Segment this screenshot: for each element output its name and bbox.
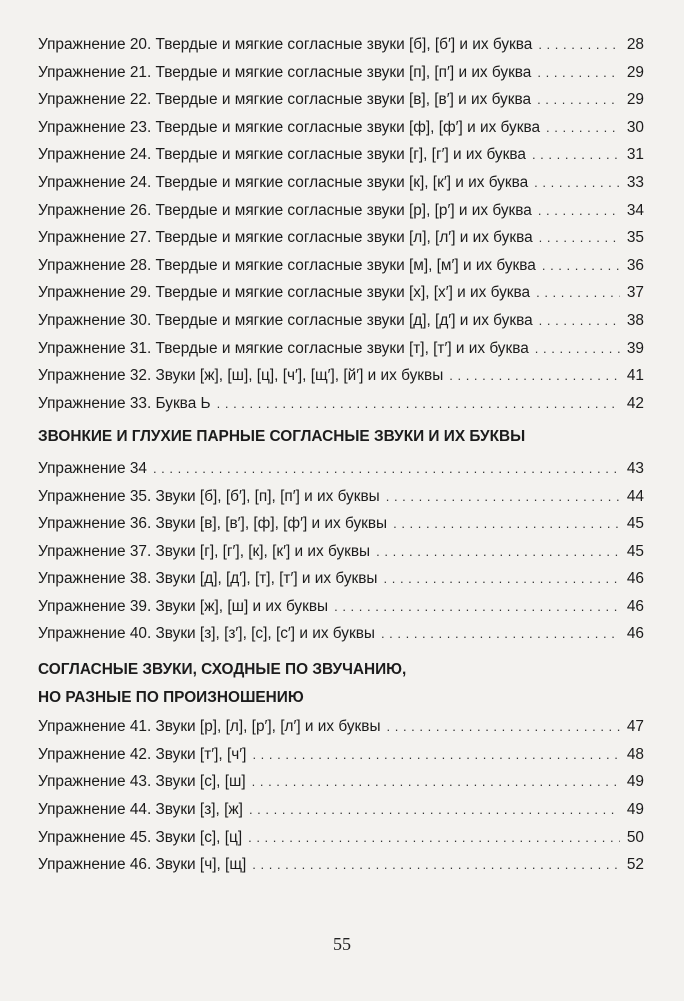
toc-entry-page: 47 bbox=[626, 718, 644, 736]
toc-entry-title: Упражнение 22. Твердые и мягкие согласные звуки [в], [в′] и их буква bbox=[38, 91, 532, 109]
section-heading-line-2: НО РАЗНЫЕ ПО ПРОИЗНОШЕНИЮ bbox=[38, 688, 304, 706]
toc-entry bbox=[38, 824, 644, 852]
toc-entry-page: 49 bbox=[626, 773, 644, 791]
toc-entry-title: Упражнение 38. Звуки [д], [д′], [т], [т′] и их буквы bbox=[38, 570, 378, 588]
section-heading-line-1: СОГЛАСНЫЕ ЗВУКИ, СХОДНЫЕ ПО ЗВУЧАНИЮ, bbox=[38, 661, 407, 679]
dot-leader bbox=[539, 224, 620, 252]
dot-leader bbox=[535, 335, 620, 363]
toc-entry bbox=[38, 741, 644, 769]
toc-entry-page: 36 bbox=[626, 256, 644, 274]
toc-entry-title: Упражнение 45. Звуки [с], [ц] bbox=[38, 828, 243, 846]
toc-entry-title: Упражнение 40. Звуки [з], [з′], [с], [с′] и их буквы bbox=[38, 625, 375, 643]
dot-leader bbox=[248, 824, 620, 852]
dot-leader bbox=[534, 169, 620, 197]
dot-leader bbox=[387, 713, 620, 741]
toc-entry-title: Упражнение 34 bbox=[38, 459, 147, 477]
toc-entry-page: 49 bbox=[626, 801, 644, 819]
toc-entry bbox=[38, 197, 644, 225]
toc-entry bbox=[38, 86, 644, 114]
dot-leader bbox=[546, 114, 620, 142]
dot-leader bbox=[217, 390, 620, 418]
toc-entry-title: Упражнение 37. Звуки [г], [г′], [к], [к′] и их буквы bbox=[38, 542, 371, 560]
toc-entry-title: Упражнение 31. Твердые и мягкие согласные звуки [т], [т′] и их буква bbox=[38, 339, 529, 357]
dot-leader bbox=[542, 252, 620, 280]
dot-leader bbox=[252, 851, 620, 879]
toc-entry-title: Упражнение 20. Твердые и мягкие согласные звуки [б], [б′] и их буква bbox=[38, 36, 533, 53]
toc-entry bbox=[38, 307, 644, 335]
dot-leader bbox=[252, 741, 620, 769]
toc-entry-page: 38 bbox=[626, 311, 644, 329]
table-of-contents bbox=[38, 31, 644, 879]
toc-entry-title: Упражнение 35. Звуки [б], [б′], [п], [п′] и их буквы bbox=[38, 487, 380, 505]
dot-leader bbox=[539, 307, 620, 335]
toc-entry-title: Упражнение 24. Твердые и мягкие согласные звуки [к], [к′] и их буква bbox=[38, 173, 529, 191]
toc-entry-title: Упражнение 36. Звуки [в], [в′], [ф], [ф′] и их буквы bbox=[38, 515, 388, 533]
toc-entry-page: 29 bbox=[626, 63, 644, 81]
toc-entry-title: Упражнение 42. Звуки [т′], [ч′] bbox=[38, 745, 247, 763]
dot-leader bbox=[384, 565, 621, 593]
toc-entry bbox=[38, 713, 644, 741]
toc-entry-page: 35 bbox=[626, 229, 644, 247]
toc-entry-title: Упражнение 28. Твердые и мягкие согласные звуки [м], [м′] и их буква bbox=[38, 256, 536, 274]
toc-entry-title: Упражнение 30. Твердые и мягкие согласные звуки [д], [д′] и их буква bbox=[38, 311, 533, 329]
toc-entry-page: 46 bbox=[626, 625, 644, 643]
dot-leader bbox=[538, 197, 620, 225]
toc-entry bbox=[38, 768, 644, 796]
dot-leader bbox=[249, 796, 620, 824]
toc-entry-page: 30 bbox=[626, 118, 644, 136]
toc-entry-page: 37 bbox=[626, 284, 644, 302]
page-number: 55 bbox=[333, 934, 351, 954]
dot-leader bbox=[449, 362, 620, 390]
toc-entry-page: 42 bbox=[626, 394, 644, 412]
toc-entry-title: Упражнение 21. Твердые и мягкие согласные звуки [п], [п′] и их буква bbox=[38, 63, 532, 81]
toc-entry-page: 44 bbox=[626, 487, 644, 505]
dot-leader bbox=[393, 510, 620, 538]
toc-entry-title: Упражнение 24. Твердые и мягкие согласные звуки [г], [г′] и их буква bbox=[38, 146, 526, 164]
toc-entry bbox=[38, 252, 644, 280]
toc-entry-page: 39 bbox=[626, 339, 644, 357]
toc-entry-page: 48 bbox=[626, 745, 644, 763]
toc-entry bbox=[38, 335, 644, 363]
dot-leader bbox=[153, 455, 620, 483]
dot-leader bbox=[537, 86, 620, 114]
toc-entry-title: Упражнение 27. Твердые и мягкие согласные звуки [л], [л′] и их буква bbox=[38, 229, 533, 247]
toc-entry bbox=[38, 455, 644, 483]
toc-entry-title: Упражнение 29. Твердые и мягкие согласные звуки [х], [х′] и их буква bbox=[38, 284, 531, 302]
section-heading-similar-sounds bbox=[38, 656, 644, 711]
toc-entry bbox=[38, 59, 644, 87]
toc-entry-page: 28 bbox=[626, 36, 644, 53]
toc-entry bbox=[38, 141, 644, 169]
dot-leader bbox=[536, 279, 620, 307]
toc-entry bbox=[38, 224, 644, 252]
toc-entry-title: Упражнение 39. Звуки [ж], [ш] и их буквы bbox=[38, 597, 329, 615]
toc-entry bbox=[38, 279, 644, 307]
toc-entry bbox=[38, 510, 644, 538]
toc-entry-page: 52 bbox=[626, 856, 644, 874]
toc-entry-title: Упражнение 26. Твердые и мягкие согласные звуки [р], [р′] и их буква bbox=[38, 201, 532, 219]
toc-entry-title: Упражнение 32. Звуки [ж], [ш], [ц], [ч′], [щ′], [й′] и их буквы bbox=[38, 367, 444, 385]
toc-group-paired bbox=[38, 455, 644, 648]
toc-entry bbox=[38, 620, 644, 648]
dot-leader bbox=[381, 620, 620, 648]
toc-entry-title: Упражнение 23. Твердые и мягкие согласные звуки [ф], [ф′] и их буква bbox=[38, 118, 541, 136]
toc-group-similar bbox=[38, 713, 644, 879]
toc-entry-page: 50 bbox=[626, 828, 644, 846]
toc-entry-page: 29 bbox=[626, 91, 644, 109]
toc-entry bbox=[38, 851, 644, 879]
toc-entry-page: 41 bbox=[626, 367, 644, 385]
section-heading-voiced-voiceless: ЗВОНКИЕ И ГЛУХИЕ ПАРНЫЕ СОГЛАСНЫЕ ЗВУКИ И ИХ БУКВЫ bbox=[38, 428, 526, 446]
toc-entry bbox=[38, 483, 644, 511]
toc-entry bbox=[38, 796, 644, 824]
toc-entry-page: 43 bbox=[626, 459, 644, 477]
toc-entry bbox=[38, 565, 644, 593]
toc-entry-title: Упражнение 43. Звуки [с], [ш] bbox=[38, 773, 246, 791]
dot-leader bbox=[532, 141, 620, 169]
toc-entry-page: 34 bbox=[626, 201, 644, 219]
dot-leader bbox=[376, 538, 620, 566]
toc-entry-title: Упражнение 46. Звуки [ч], [щ] bbox=[38, 856, 247, 874]
toc-entry-page: 33 bbox=[626, 173, 644, 191]
toc-entry bbox=[38, 593, 644, 621]
dot-leader bbox=[252, 768, 620, 796]
dot-leader bbox=[538, 31, 620, 59]
toc-entry-title: Упражнение 41. Звуки [р], [л], [р′], [л′] и их буквы bbox=[38, 718, 381, 736]
toc-entry-page: 45 bbox=[626, 542, 644, 560]
toc-entry-page: 46 bbox=[626, 570, 644, 588]
toc-entry-title: Упражнение 44. Звуки [з], [ж] bbox=[38, 801, 243, 819]
toc-entry bbox=[38, 169, 644, 197]
toc-group-consonants bbox=[38, 31, 644, 417]
toc-entry-title: Упражнение 33. Буква Ь bbox=[38, 394, 211, 412]
dot-leader bbox=[386, 483, 620, 511]
toc-entry bbox=[38, 114, 644, 142]
toc-entry bbox=[38, 538, 644, 566]
toc-entry bbox=[38, 390, 644, 418]
toc-entry bbox=[38, 31, 644, 59]
dot-leader bbox=[537, 59, 620, 87]
dot-leader bbox=[334, 593, 620, 621]
toc-entry-page: 45 bbox=[626, 515, 644, 533]
toc-entry bbox=[38, 362, 644, 390]
toc-entry-page: 31 bbox=[626, 146, 644, 164]
toc-entry-page: 46 bbox=[626, 597, 644, 615]
